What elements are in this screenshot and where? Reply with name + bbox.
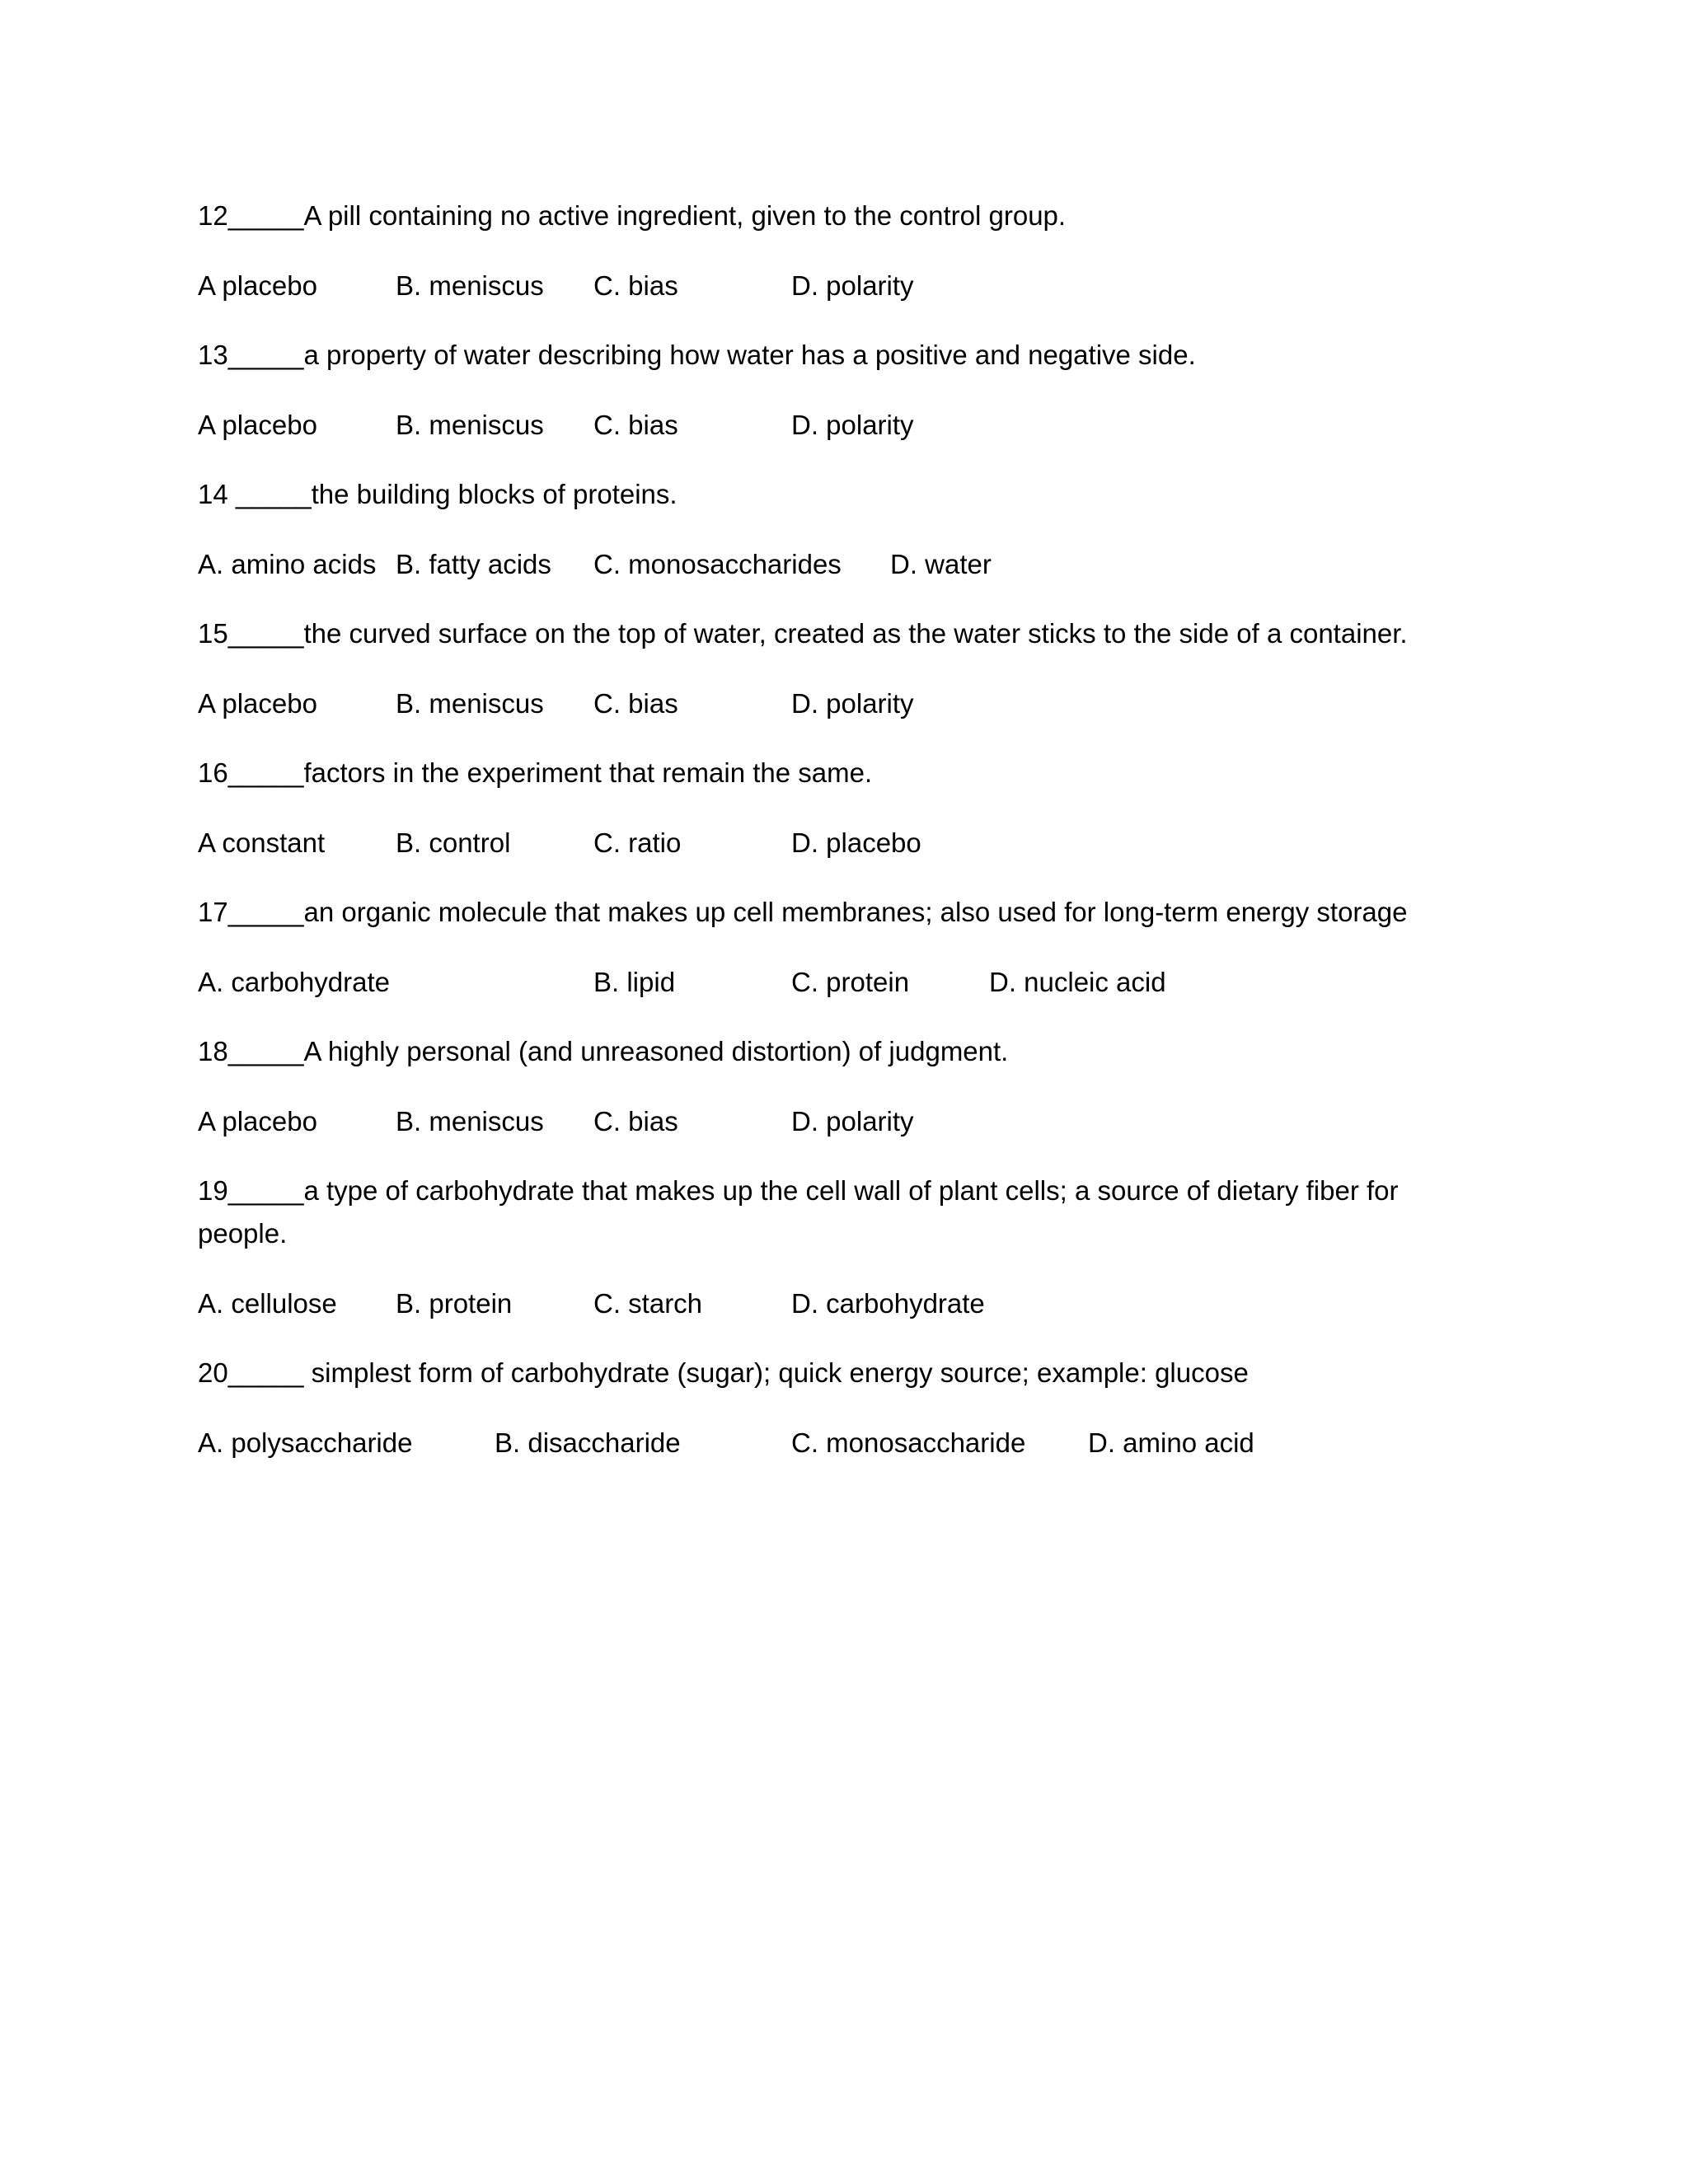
question-14-text: 14 _____the building blocks of proteins. [198, 479, 678, 509]
option-c: C. ratio [593, 827, 682, 858]
option-d: D. carbohydrate [791, 1288, 985, 1319]
option-d: D. polarity [791, 410, 914, 440]
option-a: A placebo [198, 270, 317, 301]
option-a: A constant [198, 827, 326, 858]
question-18-text: 18_____A highly personal (and unreasoned distortion) of judgment. [198, 1036, 1009, 1066]
option-b: B. disaccharide [495, 1427, 681, 1458]
option-b: B. lipid [593, 967, 676, 997]
option-a: A placebo [198, 410, 317, 440]
option-a: A placebo [198, 688, 317, 719]
question-12-text: 12_____A pill containing no active ingredient, given to the control group. [198, 200, 1067, 231]
option-c: C. protein [791, 967, 910, 997]
option-d: D. polarity [791, 270, 914, 301]
option-b: B. meniscus [396, 270, 544, 301]
option-d: D. polarity [791, 688, 914, 719]
option-c: C. monosaccharide [791, 1427, 1026, 1458]
option-b: B. protein [396, 1288, 513, 1319]
option-b: B. meniscus [396, 688, 544, 719]
question-15-text: 15_____the curved surface on the top of water, created as the water sticks to the side of a container. [198, 618, 1408, 649]
option-a: A placebo [198, 1106, 317, 1137]
question-19-text-continued: people. [198, 1218, 288, 1249]
option-b: B. fatty acids [396, 549, 551, 579]
option-b: B. meniscus [396, 1106, 544, 1137]
option-a: A. amino acids [198, 549, 377, 579]
option-c: C. starch [593, 1288, 703, 1319]
option-a: A. polysaccharide [198, 1427, 413, 1458]
option-d: D. polarity [791, 1106, 914, 1137]
question-13-text: 13_____a property of water describing how water has a positive and negative side. [198, 340, 1196, 370]
option-c: C. monosaccharides [593, 549, 842, 579]
option-b: B. control [396, 827, 511, 858]
option-a: A. cellulose [198, 1288, 337, 1319]
option-d: D. placebo [791, 827, 921, 858]
option-d: D. nucleic acid [989, 967, 1166, 997]
option-b: B. meniscus [396, 410, 544, 440]
option-c: C. bias [593, 270, 678, 301]
question-19-text: 19_____a type of carbohydrate that makes up the cell wall of plant cells; a source of dietary fiber for [198, 1175, 1399, 1206]
option-c: C. bias [593, 1106, 678, 1137]
option-d: D. amino acid [1088, 1427, 1254, 1458]
option-a: A. carbohydrate [198, 967, 390, 997]
option-c: C. bias [593, 688, 678, 719]
option-d: D. water [890, 549, 992, 579]
question-16-text: 16_____factors in the experiment that remain the same. [198, 757, 873, 788]
question-20-text: 20_____ simplest form of carbohydrate (sugar); quick energy source; example: glucose [198, 1357, 1249, 1388]
question-17-text: 17_____an organic molecule that makes up cell membranes; also used for long-term energy storage [198, 897, 1408, 927]
option-c: C. bias [593, 410, 678, 440]
